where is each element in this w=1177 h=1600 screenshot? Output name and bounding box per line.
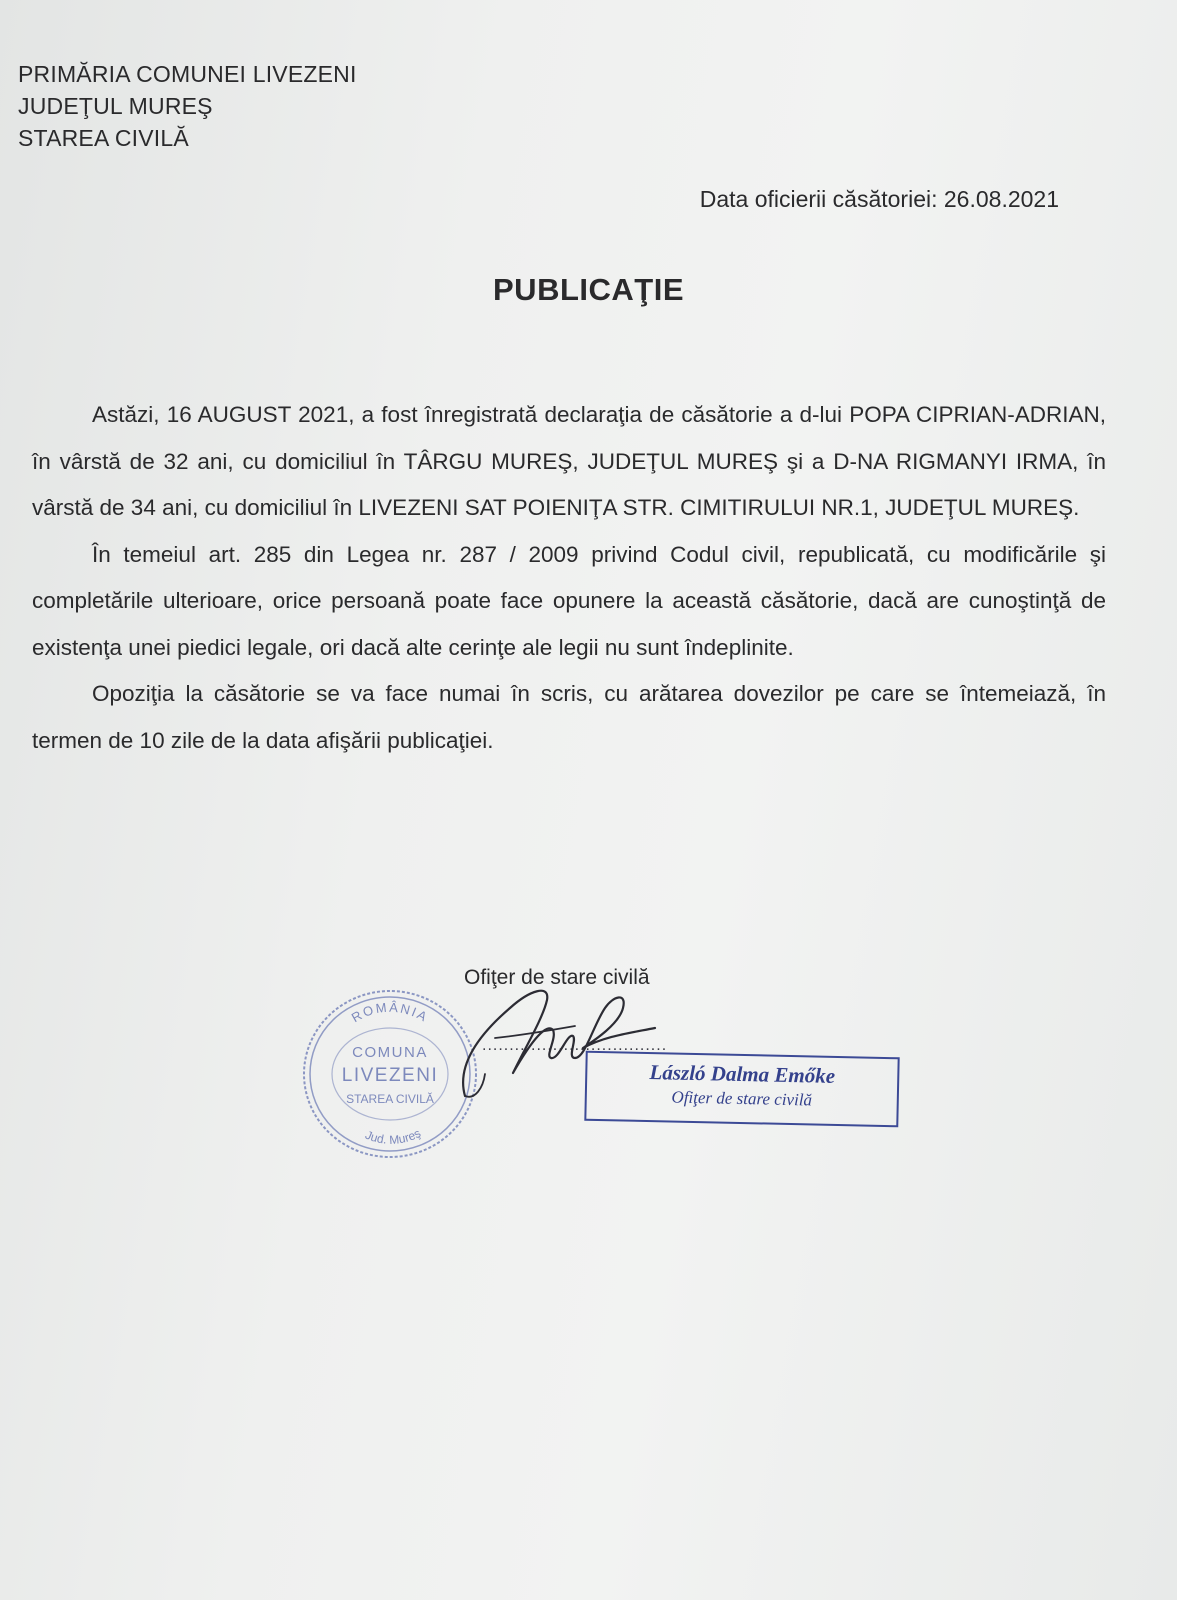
marriage-date-line: Data oficierii căsătoriei: 26.08.2021 [699, 186, 1059, 212]
issuer-line-1: PRIMĂRIA COMUNEI LIVEZENI [18, 61, 357, 87]
paragraph-declaration: Astăzi, 16 AUGUST 2021, a fost înregistrată declaraţia de căsătorie a d-lui POPA CIPRIAN-ADRIAN, în vârstă de 32 ani, cu domiciliul în TÂRGU MUREŞ, JUDEŢUL MUREŞ şi a D-NA RIGMANYI IRMA, în vârstă de 34 ani, cu domiciliul în LIVEZENI SAT POIENIŢA STR. CIMITIRULUI NR.1, JUDEŢUL MUREŞ. [32, 402, 1106, 520]
seal-line-2: LIVEZENI [341, 1065, 439, 1086]
officer-name-stamp [584, 1051, 899, 1128]
issuer-line-2: JUDEŢUL MUREŞ [18, 93, 213, 119]
svg-text:Jud. Mureş [363, 1126, 423, 1147]
paragraph-legal-basis: În temeiul art. 285 din Legea nr. 287 / 2009 privind Codul civil, republicată, cu modificările şi completările ulterioare, orice persoană poate face opunere la această căsătorie, dacă are cunoştinţă de existenţa unei piedici legale, ori dacă alte cerinţe ale legii nu sunt îndeplinite. [32, 541, 1106, 660]
document-body [32, 392, 1106, 764]
document-title: PUBLICAŢIE [493, 272, 684, 307]
officer-title: Ofiţer de stare civilă [671, 1087, 813, 1110]
svg-text:ROMÂNIA [349, 1000, 431, 1026]
seal-bottom-text: Jud. Mureş [363, 1125, 423, 1147]
officer-name: László Dalma Emőke [649, 1060, 836, 1088]
issuer-header [18, 58, 357, 154]
signature-dotted-line: .................................. [482, 1037, 668, 1054]
seal-top-text: ROMÂNIA [348, 999, 432, 1026]
issuer-line-3: STAREA CIVILĂ [18, 125, 189, 151]
paragraph-opposition: Opoziţia la căsătorie se va face numai în scris, cu arătarea dovezilor pe care se întemeiază, în termen de 10 zile de la data afişării publicaţiei. [32, 681, 1106, 753]
seal-line-1: COMUNA [352, 1044, 428, 1061]
officer-label: Ofiţer de stare civilă [464, 966, 650, 989]
seal-line-3: STAREA CIVILĂ [346, 1092, 434, 1106]
